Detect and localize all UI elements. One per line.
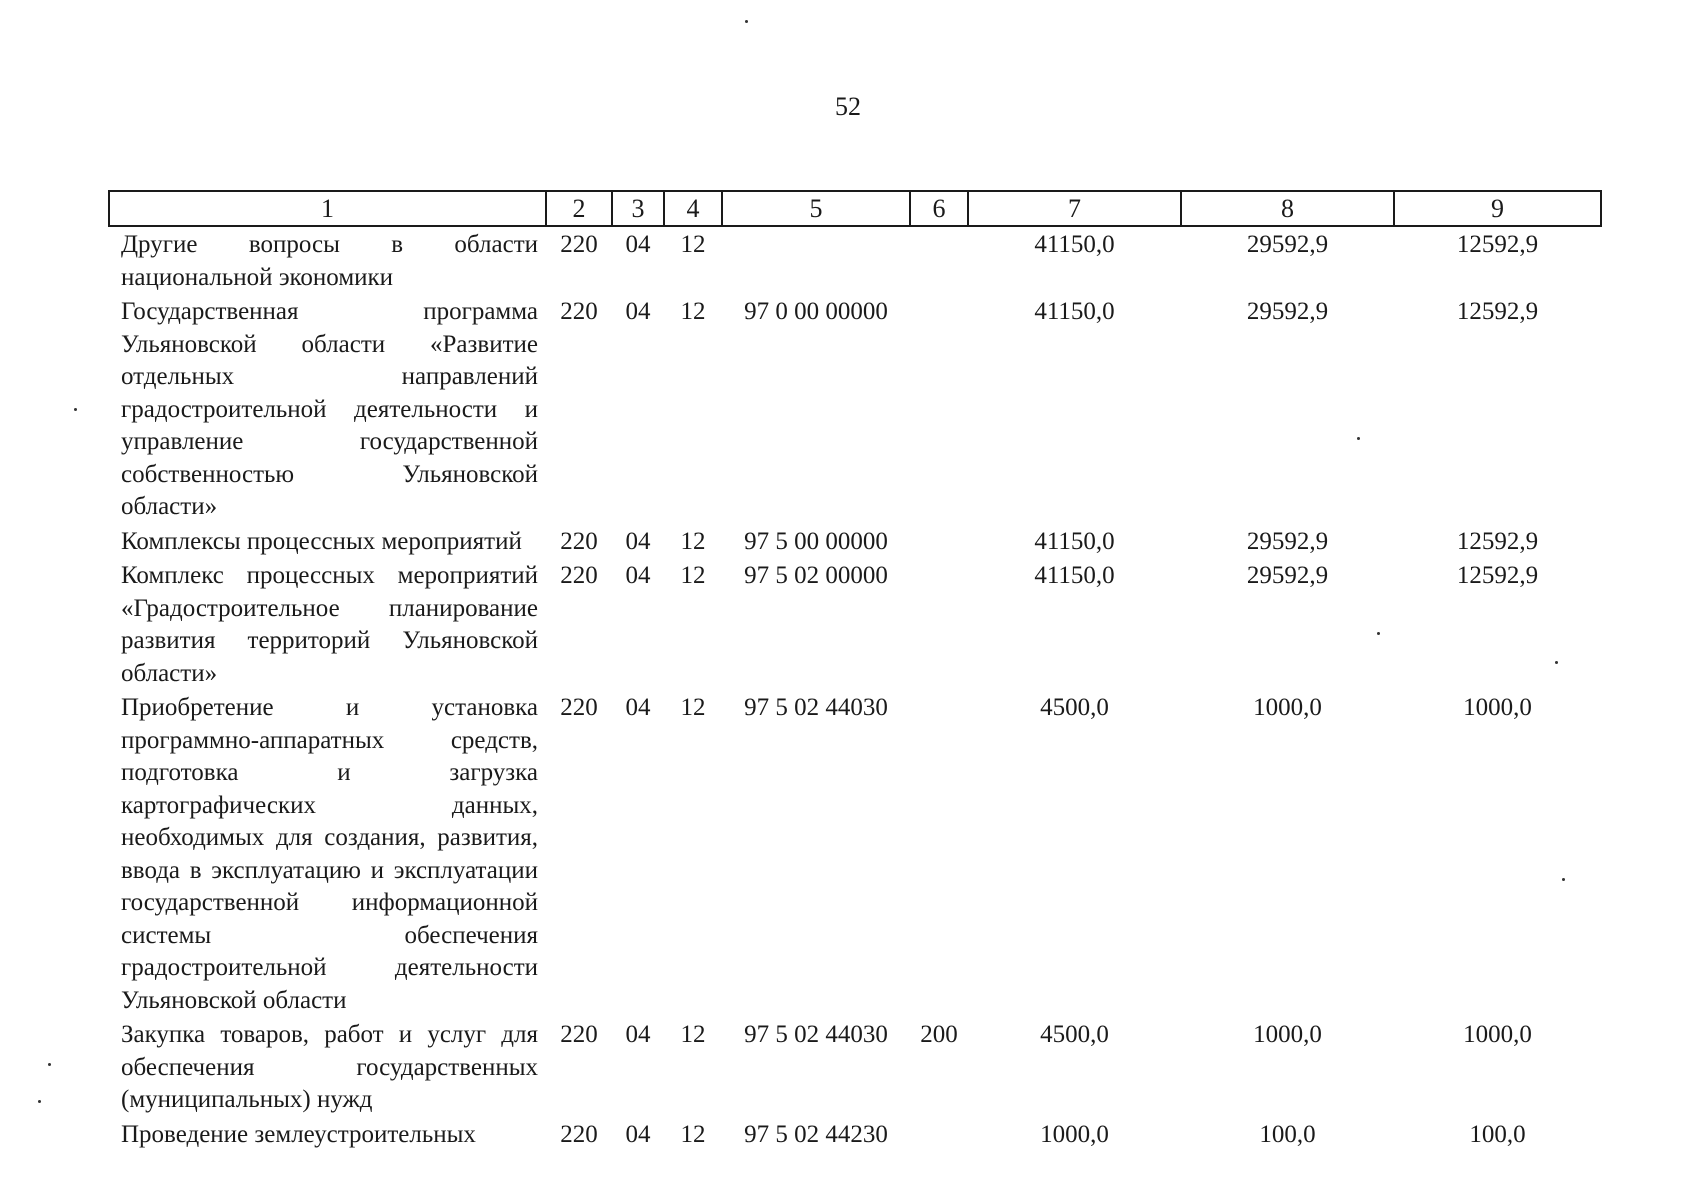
- row-amount-2: 29592,9: [1246, 298, 1329, 325]
- row-expense-type: 200: [920, 1021, 958, 1048]
- row-target-article: 97 5 02 00000: [744, 562, 888, 589]
- row-amount-2: 29592,9: [1246, 527, 1329, 555]
- row-name: Закупка товаров, работ и услуг для обеспечения государственных (муниципальных) нужд: [121, 1021, 538, 1113]
- scan-speck: [74, 408, 77, 411]
- row-section: 04: [625, 562, 651, 589]
- row-section: 04: [625, 231, 651, 258]
- row-name: Проведение землеустроительных: [121, 1120, 476, 1148]
- table-row: [109, 1017, 1601, 1117]
- row-admin-code: 220: [560, 562, 598, 589]
- row-admin-code: 220: [560, 298, 598, 325]
- row-amount-1: 4500,0: [1040, 694, 1109, 721]
- row-amount-3: 1000,0: [1463, 1021, 1532, 1048]
- row-section: 04: [625, 298, 651, 325]
- row-amount-2: 29592,9: [1246, 562, 1329, 589]
- row-name: Комплексы процессных мероприятий: [121, 527, 522, 555]
- row-subsection: 12: [680, 1120, 706, 1148]
- row-amount-3: 1000,0: [1463, 694, 1532, 721]
- row-target-article: 97 5 02 44230: [744, 1120, 888, 1148]
- table-row: [109, 294, 1601, 524]
- budget-table: [108, 190, 1602, 1151]
- table-row: [109, 226, 1601, 294]
- row-section: 04: [625, 694, 651, 721]
- scan-speck: [48, 1063, 51, 1066]
- scan-speck: [38, 1100, 41, 1103]
- header-col-2: 2: [546, 191, 612, 226]
- row-expense-type: [910, 226, 968, 294]
- row-subsection: 12: [680, 231, 706, 258]
- header-col-1: 1: [109, 191, 546, 226]
- row-amount-1: 4500,0: [1040, 1021, 1109, 1048]
- row-admin-code: 220: [560, 231, 598, 258]
- row-subsection: 12: [680, 1021, 706, 1048]
- header-col-9: 9: [1394, 191, 1601, 226]
- row-subsection: 12: [680, 527, 706, 555]
- table-row: [109, 1117, 1601, 1152]
- row-target-article: 97 0 00 00000: [744, 298, 888, 325]
- row-amount-3: 12592,9: [1456, 231, 1539, 258]
- header-col-5: 5: [722, 191, 910, 226]
- row-amount-1: 41150,0: [1034, 562, 1115, 589]
- header-row: [109, 191, 1601, 226]
- row-amount-3: 12592,9: [1456, 298, 1539, 325]
- scan-speck: [745, 20, 748, 23]
- table-row: [109, 558, 1601, 690]
- row-amount-2: 1000,0: [1253, 694, 1322, 721]
- row-expense-type: [910, 524, 968, 559]
- row-target-article: 97 5 02 44030: [744, 694, 888, 721]
- row-expense-type: [910, 1117, 968, 1152]
- scan-speck: [1562, 878, 1565, 881]
- row-amount-1: 41150,0: [1034, 231, 1115, 258]
- row-amount-2: 1000,0: [1253, 1021, 1322, 1048]
- row-admin-code: 220: [560, 694, 598, 721]
- row-amount-1: 41150,0: [1034, 298, 1115, 325]
- header-col-7: 7: [968, 191, 1181, 226]
- row-amount-1: 41150,0: [1034, 527, 1115, 555]
- scan-speck: [1357, 437, 1360, 440]
- row-admin-code: 220: [560, 527, 598, 555]
- row-name: Государственная программа Ульяновской области «Развитие отдельных направлений градостроительной деятельности и управление государственной собственностью Ульяновской области»: [121, 298, 538, 520]
- scan-speck: [1377, 632, 1380, 635]
- row-subsection: 12: [680, 298, 706, 325]
- row-name: Другие вопросы в области национальной экономики: [121, 231, 538, 291]
- table-row: [109, 524, 1601, 559]
- header-col-6: 6: [910, 191, 968, 226]
- row-admin-code: 220: [560, 1021, 598, 1048]
- row-subsection: 12: [680, 694, 706, 721]
- row-expense-type: [910, 690, 968, 1017]
- row-section: 04: [625, 527, 651, 555]
- row-expense-type: [910, 294, 968, 524]
- scan-speck: [1555, 661, 1558, 664]
- page-number: 52: [835, 92, 861, 121]
- row-section: 04: [625, 1021, 651, 1048]
- row-expense-type: [910, 558, 968, 690]
- row-target-article: [722, 226, 910, 294]
- table-row: [109, 690, 1601, 1017]
- header-col-8: 8: [1181, 191, 1394, 226]
- row-amount-1: 1000,0: [1040, 1120, 1109, 1148]
- row-section: 04: [625, 1120, 651, 1148]
- row-amount-2: 100,0: [1259, 1120, 1316, 1148]
- row-admin-code: 220: [560, 1120, 598, 1148]
- row-amount-2: 29592,9: [1246, 231, 1329, 258]
- row-name: Комплекс процессных мероприятий «Градостроительное планирование развития территорий Ульяновской области»: [121, 562, 538, 687]
- row-name: Приобретение и установка программно-аппаратных средств, подготовка и загрузка картографических данных, необходимых для создания, развития, ввода в эксплуатацию и эксплуатации государственной информационной системы обеспечения градостроительной деятельности Ульяновской области: [121, 694, 538, 1014]
- header-col-4: 4: [664, 191, 722, 226]
- header-col-3: 3: [612, 191, 664, 226]
- row-subsection: 12: [680, 562, 706, 589]
- row-amount-3: 100,0: [1469, 1120, 1526, 1148]
- row-amount-3: 12592,9: [1456, 527, 1539, 555]
- row-amount-3: 12592,9: [1456, 562, 1539, 589]
- row-target-article: 97 5 02 44030: [744, 1021, 888, 1048]
- row-target-article: 97 5 00 00000: [744, 527, 888, 555]
